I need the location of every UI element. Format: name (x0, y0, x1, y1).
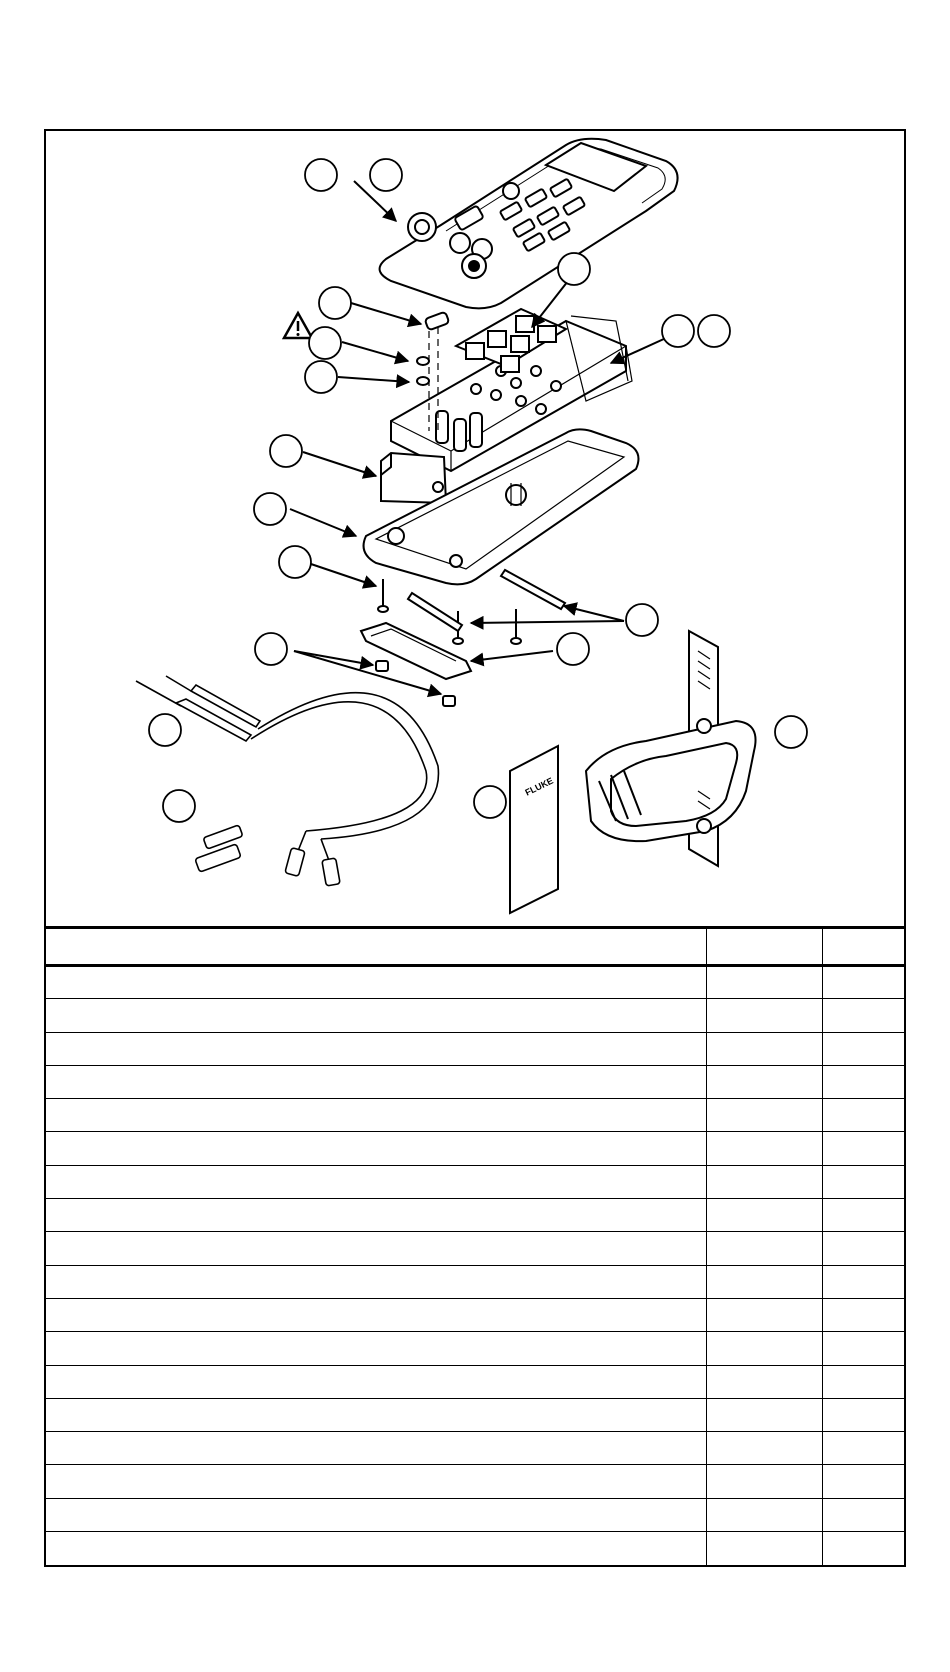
cell-quantity (823, 1298, 907, 1331)
parts-list-table (46, 926, 906, 1565)
cell-part-number (707, 1065, 823, 1098)
callout-marker (626, 604, 658, 636)
cell-description (46, 1132, 707, 1165)
cell-quantity (823, 1465, 907, 1498)
callout-marker (775, 716, 807, 748)
brand-mark: FLUKE (523, 775, 555, 798)
callout-marker (662, 315, 694, 347)
callout-marker (254, 493, 286, 525)
table-row (46, 999, 906, 1032)
cell-part-number (707, 1398, 823, 1431)
cell-description (46, 1332, 707, 1365)
warning-triangle-icon (284, 313, 312, 338)
holster (586, 631, 756, 866)
cell-part-number (707, 1332, 823, 1365)
cell-part-number (707, 1132, 823, 1165)
table-row (46, 1465, 906, 1498)
callout-marker (309, 327, 341, 359)
cell-part-number (707, 1532, 823, 1565)
cell-part-number (707, 1498, 823, 1531)
cell-description (46, 1498, 707, 1531)
table-row (46, 966, 906, 999)
cell-description (46, 1232, 707, 1265)
table-row (46, 1332, 906, 1365)
cell-description (46, 966, 707, 999)
cell-quantity (823, 1032, 907, 1065)
reference-card (510, 746, 558, 913)
cell-description (46, 1165, 707, 1198)
table-row (46, 1532, 906, 1565)
table-row (46, 1365, 906, 1398)
header-part-number (707, 928, 823, 966)
cell-description (46, 1065, 707, 1098)
cell-quantity (823, 1532, 907, 1565)
table-row (46, 1398, 906, 1431)
cell-part-number (707, 999, 823, 1032)
table-row (46, 1032, 906, 1065)
callout-marker (698, 315, 730, 347)
cell-description (46, 1265, 707, 1298)
callout-marker (319, 287, 351, 319)
table-header-row (46, 928, 906, 966)
cell-description (46, 1432, 707, 1465)
cell-description (46, 1465, 707, 1498)
front-case (380, 139, 678, 309)
table-row (46, 1132, 906, 1165)
table-row (46, 1232, 906, 1265)
table-row (46, 1099, 906, 1132)
cell-quantity (823, 1099, 907, 1132)
cell-part-number (707, 966, 823, 999)
cell-quantity (823, 1365, 907, 1398)
callout-marker (557, 633, 589, 665)
table-row (46, 1265, 906, 1298)
header-description (46, 928, 707, 966)
battery (381, 453, 446, 503)
cell-part-number (707, 1099, 823, 1132)
callout-marker (279, 546, 311, 578)
table-row (46, 1199, 906, 1232)
header-quantity (823, 928, 907, 966)
cell-description (46, 1298, 707, 1331)
cell-part-number (707, 1465, 823, 1498)
probe-accessories (195, 825, 243, 872)
cell-description (46, 1532, 707, 1565)
cell-quantity (823, 1065, 907, 1098)
cell-part-number (707, 1165, 823, 1198)
cell-quantity (823, 1332, 907, 1365)
cell-quantity (823, 1232, 907, 1265)
callout-marker (370, 159, 402, 191)
cell-part-number (707, 1199, 823, 1232)
test-leads (136, 676, 438, 886)
table-row (46, 1498, 906, 1531)
callout-marker (270, 435, 302, 467)
callout-marker (558, 253, 590, 285)
cell-quantity (823, 1265, 907, 1298)
table-row (46, 1165, 906, 1198)
cell-quantity (823, 1498, 907, 1531)
callout-marker (305, 159, 337, 191)
cell-description (46, 1365, 707, 1398)
table-row (46, 1298, 906, 1331)
cell-part-number (707, 1365, 823, 1398)
cell-description (46, 1199, 707, 1232)
cell-description (46, 999, 707, 1032)
cell-part-number (707, 1032, 823, 1065)
exploded-view-diagram (46, 131, 904, 926)
rear-case (364, 429, 639, 584)
callout-marker (255, 633, 287, 665)
callout-marker (163, 790, 195, 822)
cell-part-number (707, 1432, 823, 1465)
callout-marker (149, 714, 181, 746)
figure-frame (44, 129, 906, 1567)
cell-description (46, 1398, 707, 1431)
cell-quantity (823, 1132, 907, 1165)
cell-part-number (707, 1265, 823, 1298)
table-row (46, 1065, 906, 1098)
cell-part-number (707, 1298, 823, 1331)
cell-quantity (823, 999, 907, 1032)
table-row (46, 1432, 906, 1465)
cell-quantity (823, 1165, 907, 1198)
cell-description (46, 1099, 707, 1132)
cell-description (46, 1032, 707, 1065)
cell-part-number (707, 1232, 823, 1265)
cell-quantity (823, 1398, 907, 1431)
callout-marker (305, 361, 337, 393)
callout-marker (474, 786, 506, 818)
cell-quantity (823, 966, 907, 999)
cell-quantity (823, 1199, 907, 1232)
cell-quantity (823, 1432, 907, 1465)
